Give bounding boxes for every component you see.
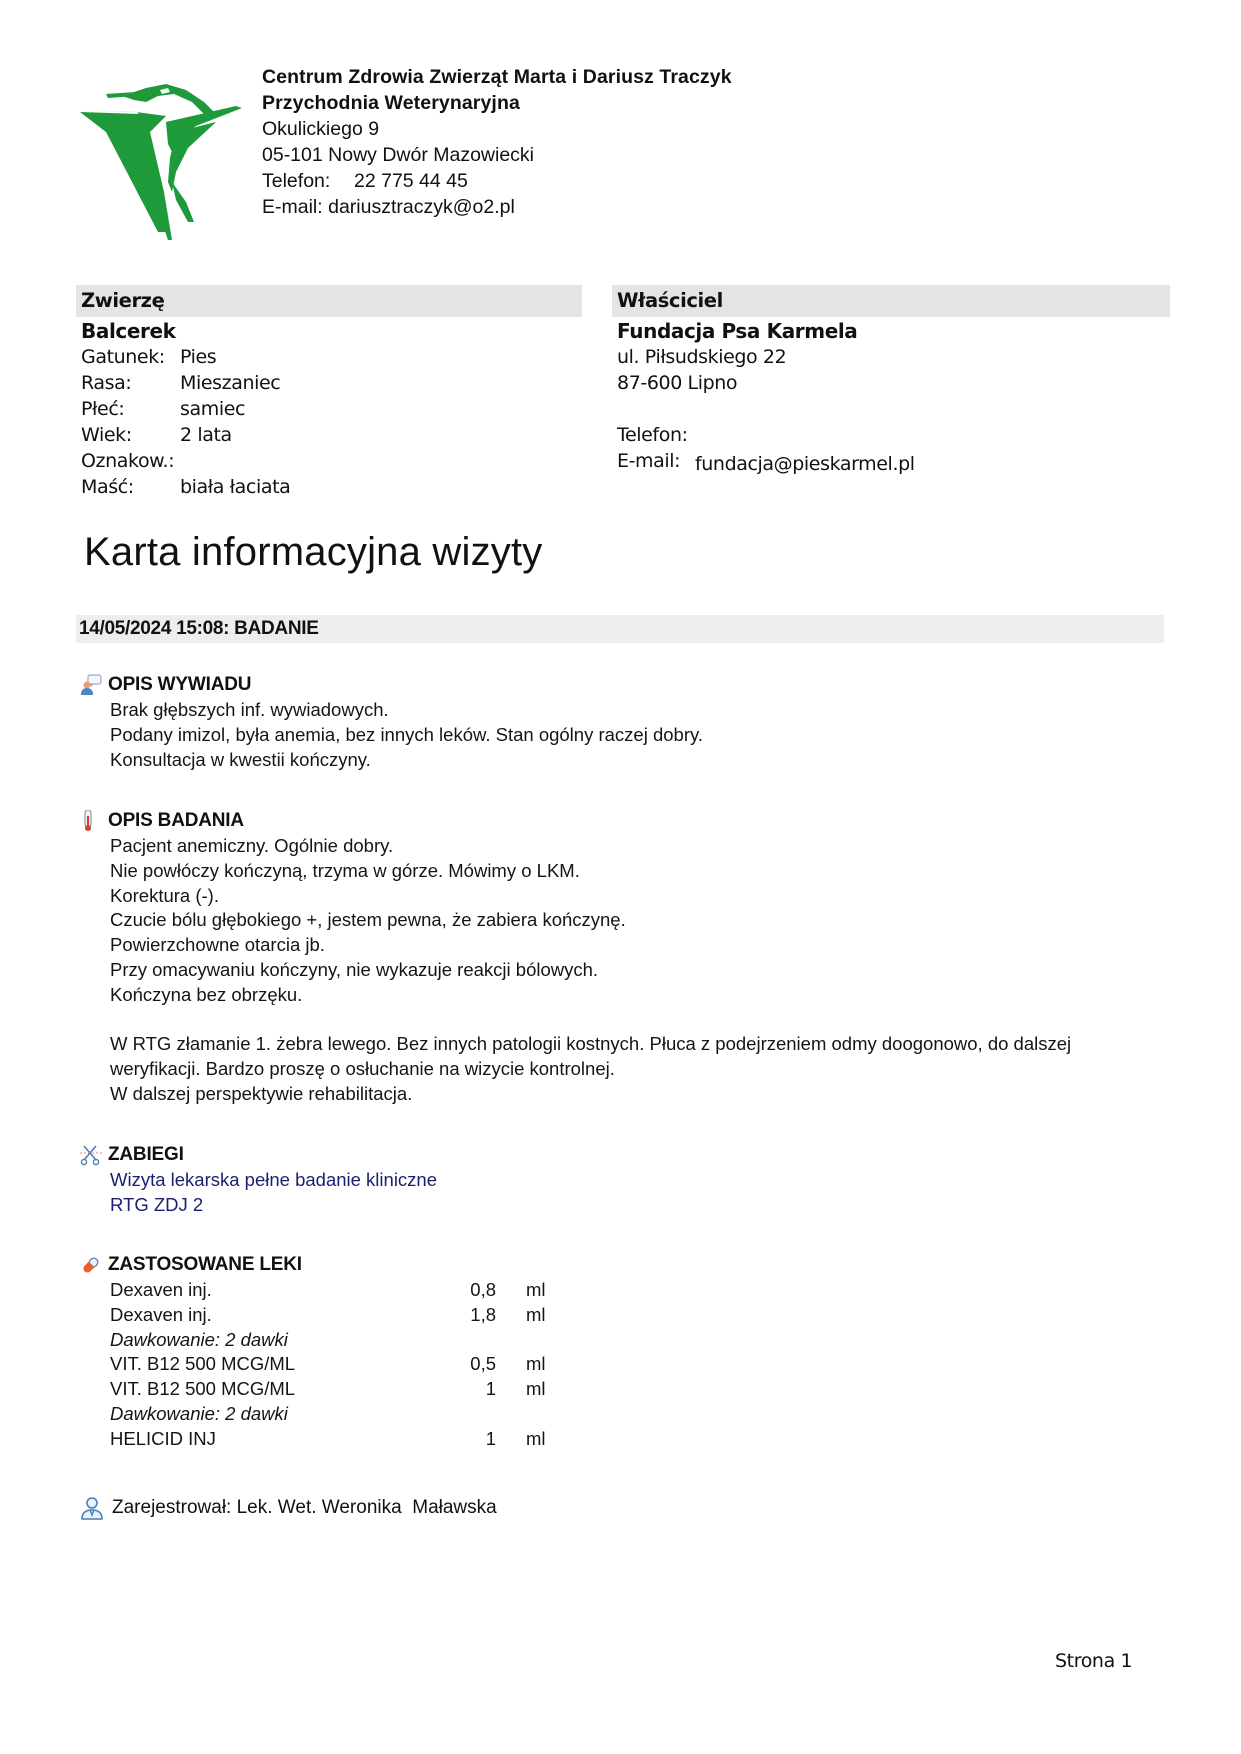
- interview-chat-icon: [80, 674, 102, 696]
- med-qty: 0,5: [470, 1353, 496, 1375]
- pill-icon: [80, 1254, 102, 1276]
- examination-line: Przy omacywaniu kończyny, nie wykazuje reakcji bólowych.: [110, 958, 599, 980]
- med-name: HELICID INJ: [110, 1427, 216, 1449]
- procedure-item: RTG ZDJ 2: [110, 1193, 204, 1215]
- animal-panel: [76, 285, 582, 500]
- clinic-subtitle: Przychodnia Weterynaryjna: [262, 92, 520, 114]
- examination-line: Kończyna bez obrzęku.: [110, 983, 303, 1005]
- med-unit: ml: [526, 1353, 546, 1375]
- owner-email: fundacja@pieskarmel.pl: [695, 453, 915, 475]
- thermometer-icon: [80, 810, 102, 832]
- owner-panel: [612, 285, 1170, 474]
- registered-by: [80, 1496, 497, 1520]
- document-title: Karta informacyjna wizyty: [84, 530, 543, 574]
- owner-phone-row: [617, 422, 1170, 448]
- procedure-item: Wizyta lekarska pełne badanie kliniczne: [110, 1169, 438, 1190]
- clinic-phone-label: Telefon:: [262, 170, 331, 192]
- field-value: Mieszaniec: [180, 372, 281, 394]
- owner-panel-header: Właściciel: [612, 285, 1170, 317]
- examination-line: Korektura (-).: [110, 884, 219, 906]
- med-qty: 1,8: [470, 1303, 496, 1325]
- examination-title: OPIS BADANIA: [108, 810, 244, 831]
- med-unit: ml: [526, 1303, 546, 1325]
- interview-line: Podany imizol, była anemia, bez innych leków. Stan ogólny raczej dobry.: [110, 723, 704, 745]
- procedures-title: ZABIEGI: [108, 1144, 184, 1165]
- owner-phone-label: Telefon:: [617, 424, 688, 446]
- field-label: Wiek:: [81, 424, 132, 446]
- vet-clinic-logo: [76, 72, 244, 240]
- field-value: samiec: [180, 398, 246, 420]
- interview-title: OPIS WYWIADU: [108, 674, 252, 695]
- page-number: Strona 1: [1055, 1650, 1133, 1672]
- field-label: Gatunek:: [81, 346, 165, 368]
- examination-line: Pacjent anemiczny. Ogólnie dobry.: [110, 835, 394, 856]
- medications-section: [80, 1252, 544, 1452]
- med-dosage: Dawkowanie: 2 dawki: [110, 1328, 288, 1350]
- med-unit: ml: [526, 1427, 546, 1449]
- field-value: Pies: [180, 346, 217, 368]
- clinic-phone-row: [262, 168, 732, 194]
- medications-table: [110, 1278, 544, 1452]
- animal-panel-header: Zwierzę: [76, 285, 582, 317]
- field-label: Maść:: [81, 476, 134, 498]
- scissors-icon: [80, 1144, 102, 1166]
- field-value: 2 lata: [180, 424, 232, 446]
- owner-email-label: E-mail:: [617, 450, 681, 472]
- doctor-icon: [80, 1496, 104, 1520]
- med-dosage: Dawkowanie: 2 dawki: [110, 1402, 288, 1424]
- animal-field-breed: [81, 370, 582, 396]
- field-label: Rasa:: [81, 372, 132, 394]
- clinic-email: dariusztraczyk@o2.pl: [328, 196, 515, 218]
- med-name: Dexaven inj.: [110, 1303, 212, 1325]
- examination-section: [80, 808, 1071, 1107]
- med-name: Dexaven inj.: [110, 1279, 212, 1300]
- examination-line: Powierzchowne otarcia jb.: [110, 934, 325, 956]
- examination-line: Nie powłóczy kończyną, trzyma w górze. Mówimy o LKM.: [110, 859, 580, 881]
- owner-name: Fundacja Psa Karmela: [617, 319, 858, 343]
- registered-by-text: Zarejestrował: Lek. Wet. Weronika Maławska: [112, 1497, 497, 1518]
- examination-line: W dalszej perspektywie rehabilitacja.: [110, 1082, 413, 1104]
- clinic-email-row: [262, 194, 732, 220]
- clinic-street: Okulickiego 9: [262, 118, 380, 140]
- animal-field-sex: [81, 396, 582, 422]
- clinic-name: Centrum Zdrowia Zwierząt Marta i Dariusz Traczyk: [262, 66, 732, 88]
- field-value: biała łaciata: [180, 476, 291, 498]
- animal-field-species: [81, 344, 582, 370]
- med-unit: ml: [526, 1279, 546, 1300]
- interview-line: Konsultacja w kwestii kończyny.: [110, 748, 371, 770]
- clinic-email-label: E-mail:: [262, 196, 323, 218]
- field-label: Oznakow.:: [81, 450, 175, 472]
- examination-line: W RTG złamanie 1. żebra lewego. Bez innych patologii kostnych. Płuca z podejrzeniem odmy doogonowo, do dalszej: [110, 1033, 1072, 1055]
- interview-line: Brak głębszych inf. wywiadowych.: [110, 699, 389, 720]
- owner-email-row: [617, 448, 1170, 474]
- animal-field-color: [81, 474, 582, 500]
- field-label: Płeć:: [81, 398, 125, 420]
- medications-title: ZASTOSOWANE LEKI: [108, 1254, 302, 1275]
- med-qty: 1: [485, 1378, 496, 1400]
- visit-header: 14/05/2024 15:08: BADANIE: [76, 615, 1164, 643]
- animal-name: Balcerek: [81, 319, 176, 343]
- interview-section: [80, 672, 703, 772]
- animal-field-age: [81, 422, 582, 448]
- clinic-city: 05-101 Nowy Dwór Mazowiecki: [262, 144, 535, 166]
- owner-city: 87-600 Lipno: [617, 372, 738, 394]
- procedures-section: [80, 1142, 437, 1218]
- examination-line: weryfikacji. Bardzo proszę o osłuchanie na wizycie kontrolnej.: [110, 1058, 615, 1080]
- med-qty: 1: [485, 1427, 496, 1449]
- examination-line: Czucie bólu głębokiego +, jestem pewna, że zabiera kończynę.: [110, 909, 626, 931]
- med-name: VIT. B12 500 MCG/ML: [110, 1353, 296, 1375]
- animal-field-marking: [81, 448, 582, 474]
- med-name: VIT. B12 500 MCG/ML: [110, 1378, 296, 1400]
- clinic-phone: 22 775 44 45: [354, 170, 468, 192]
- clinic-info: [262, 64, 732, 220]
- med-qty: 0,8: [470, 1279, 496, 1300]
- owner-street: ul. Piłsudskiego 22: [617, 346, 787, 368]
- med-unit: ml: [526, 1378, 546, 1400]
